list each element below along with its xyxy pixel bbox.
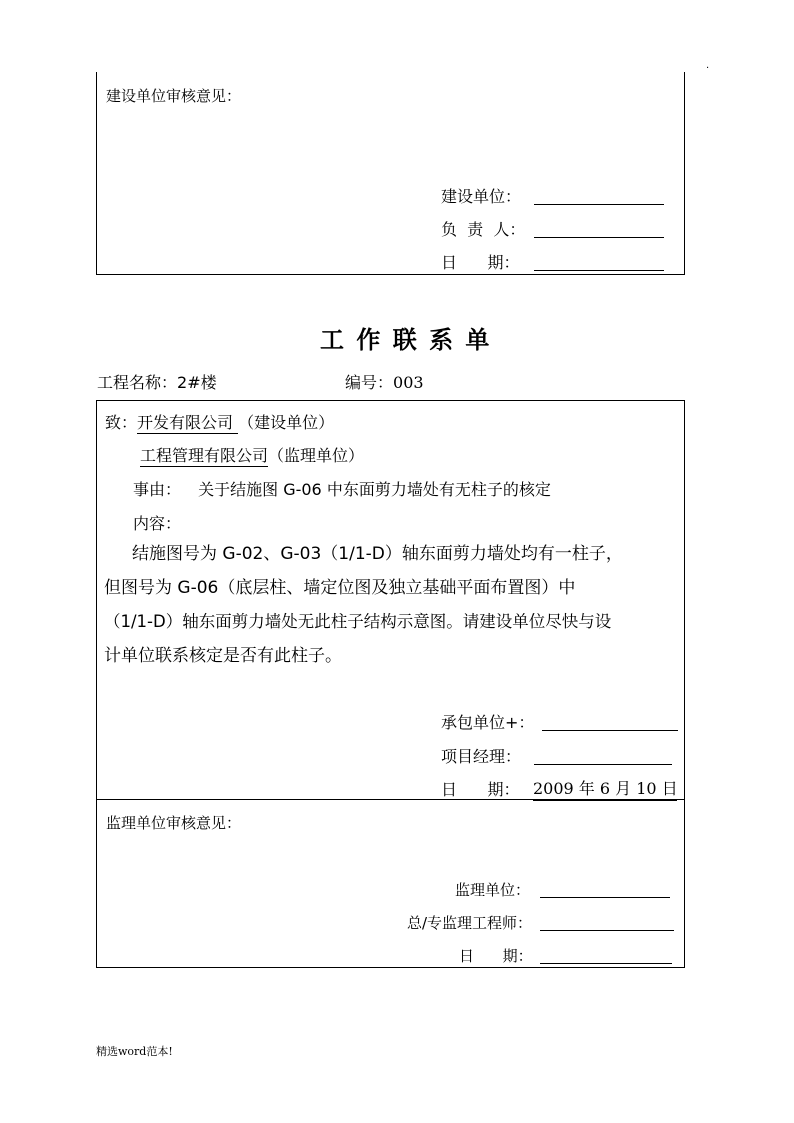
content-line: 但图号为 G-06（底层柱、墙定位图及独立基础平面布置图）中 bbox=[104, 578, 576, 598]
supervisor-date-line[interactable] bbox=[540, 962, 672, 964]
responsible-person-label: 负 责 人： bbox=[441, 220, 526, 239]
number-label: 编号： bbox=[345, 373, 394, 392]
construction-review-label: 建设单位审核意见： bbox=[106, 87, 242, 105]
form-title: 工 作 联 系 单 bbox=[320, 325, 492, 354]
subject-row bbox=[133, 477, 551, 500]
to-company: 开发有限公司 bbox=[137, 413, 239, 432]
form-date-value: 2009 年 6 月 10 日 bbox=[533, 776, 677, 801]
cc-row bbox=[140, 443, 364, 466]
responsible-person-line[interactable] bbox=[534, 236, 664, 238]
subject-label: 事由： bbox=[133, 480, 182, 499]
number-value: 003 bbox=[393, 373, 424, 392]
supervisor-unit-label: 监理单位： bbox=[455, 881, 531, 899]
content-paragraph bbox=[104, 537, 680, 673]
construction-unit-line[interactable] bbox=[534, 203, 664, 205]
content-line: 结施图号为 G-02、G-03（1/1-D）轴东面剪力墙处均有一柱子， bbox=[132, 544, 623, 564]
to-role: （建设单位） bbox=[238, 413, 335, 432]
project-name-value: 2#楼 bbox=[177, 373, 217, 392]
supervising-engineer-label: 总/专监理工程师： bbox=[407, 914, 533, 932]
construction-date-label: 日 期： bbox=[441, 253, 520, 272]
supervisor-date-label: 日 期： bbox=[459, 947, 533, 965]
supervisor-unit-line[interactable] bbox=[540, 896, 670, 898]
to-label: 致： bbox=[105, 413, 138, 432]
subject-text: 关于结施图 G-06 中东面剪力墙处有无柱子的核定 bbox=[198, 480, 551, 499]
to-row bbox=[105, 410, 334, 433]
project-name-label: 工程名称： bbox=[97, 373, 178, 392]
content-label: 内容： bbox=[133, 514, 182, 533]
construction-date-line[interactable] bbox=[534, 269, 664, 271]
contractor-line[interactable] bbox=[542, 729, 678, 731]
supervisor-review-label: 监理单位审核意见： bbox=[106, 814, 242, 832]
form-date-label: 日 期： bbox=[441, 780, 520, 799]
contractor-label: 承包单位+： bbox=[441, 713, 535, 732]
content-line: （1/1-D）轴东面剪力墙处无此柱子结构示意图。请建设单位尽快与设 bbox=[104, 612, 612, 631]
corner-mark: . bbox=[706, 60, 710, 71]
page-footer: 精选word范本! bbox=[96, 1045, 173, 1058]
content-line: 计单位联系核定是否有此柱子。 bbox=[104, 646, 342, 666]
cc-role: （监理单位） bbox=[268, 446, 365, 465]
manager-label: 项目经理： bbox=[441, 747, 522, 766]
supervising-engineer-line[interactable] bbox=[540, 929, 674, 931]
cc-company: 工程管理有限公司 bbox=[140, 446, 269, 465]
number-row bbox=[345, 370, 424, 393]
construction-unit-label: 建设单位： bbox=[441, 187, 522, 206]
project-name-row bbox=[97, 370, 217, 393]
manager-line[interactable] bbox=[534, 763, 672, 765]
